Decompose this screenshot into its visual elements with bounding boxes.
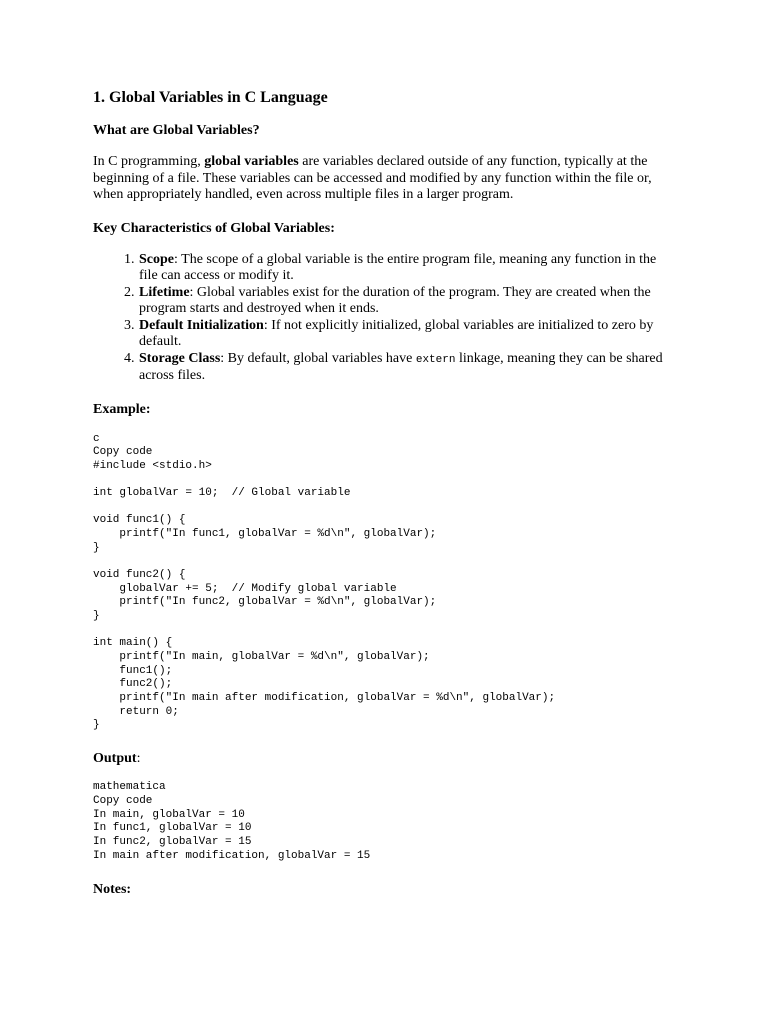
characteristic-storage-class [138,351,678,385]
characteristic-scope [138,252,678,285]
key-characteristics-heading: Key Characteristics of Global Variables: [93,220,335,236]
output-heading-bold: Output [93,750,137,766]
characteristic-text: : By default, global variables have [220,350,416,366]
characteristics-list [93,252,678,385]
intro-bold-term: global variables [204,154,299,169]
characteristic-text: : Global variables exist for the duration of the program. They are created when the program starts and destroyed when it ends. [139,284,651,316]
characteristic-text: : The scope of a global variable is the entire program file, meaning any function in the file can access or modify it. [139,251,657,283]
characteristic-term: Default Initialization [139,317,264,333]
notes-heading: Notes: [93,882,132,898]
intro-text-before: In C programming, [93,154,205,169]
characteristic-text: : If not explicitly initialized, global variables are initialized to zero by default. [139,317,654,349]
intro-paragraph [93,154,678,204]
characteristic-term: Lifetime [139,284,190,300]
example-heading: Example: [93,401,151,417]
characteristic-term: Storage Class [139,350,221,366]
output-code-block: mathematica Copy code In main, globalVar = 10 In func1, globalVar = 10 In func2, globalVar = 15 In main after modification, globalVar = 15 [93,781,371,862]
example-code-block: c Copy code #include <stdio.h> int globalVar = 10; // Global variable void func1() { printf("In func1, globalVar = %d\n", globalVar); } void func2() { globalVar += 5; // Modify global variable printf("In func2, globalVar = %d\n", globalVar); } int main() { printf("In main, globalVar = %d\n", globalVar); func1(); func2(); printf("In main after modification, globalVar = %d\n", globalVar); return 0; } [93,432,556,732]
page-title: 1. Global Variables in C Language [93,89,328,106]
output-heading-colon: : [136,750,141,766]
characteristic-default-initialization [138,318,678,351]
what-heading: What are Global Variables? [93,123,260,138]
output-heading [93,751,678,768]
inline-code-extern: extern [415,353,456,366]
characteristic-term: Scope [139,251,174,267]
characteristic-text-after: linkage, meaning they can be shared across files. [139,350,663,383]
characteristic-lifetime [138,285,678,318]
intro-text-after: are variables declared outside of any function, typically at the beginning of a file. These variables can be accessed and modified by any function within the file or, when appropriately handled, even across multiple files in a larger program. [93,154,652,202]
